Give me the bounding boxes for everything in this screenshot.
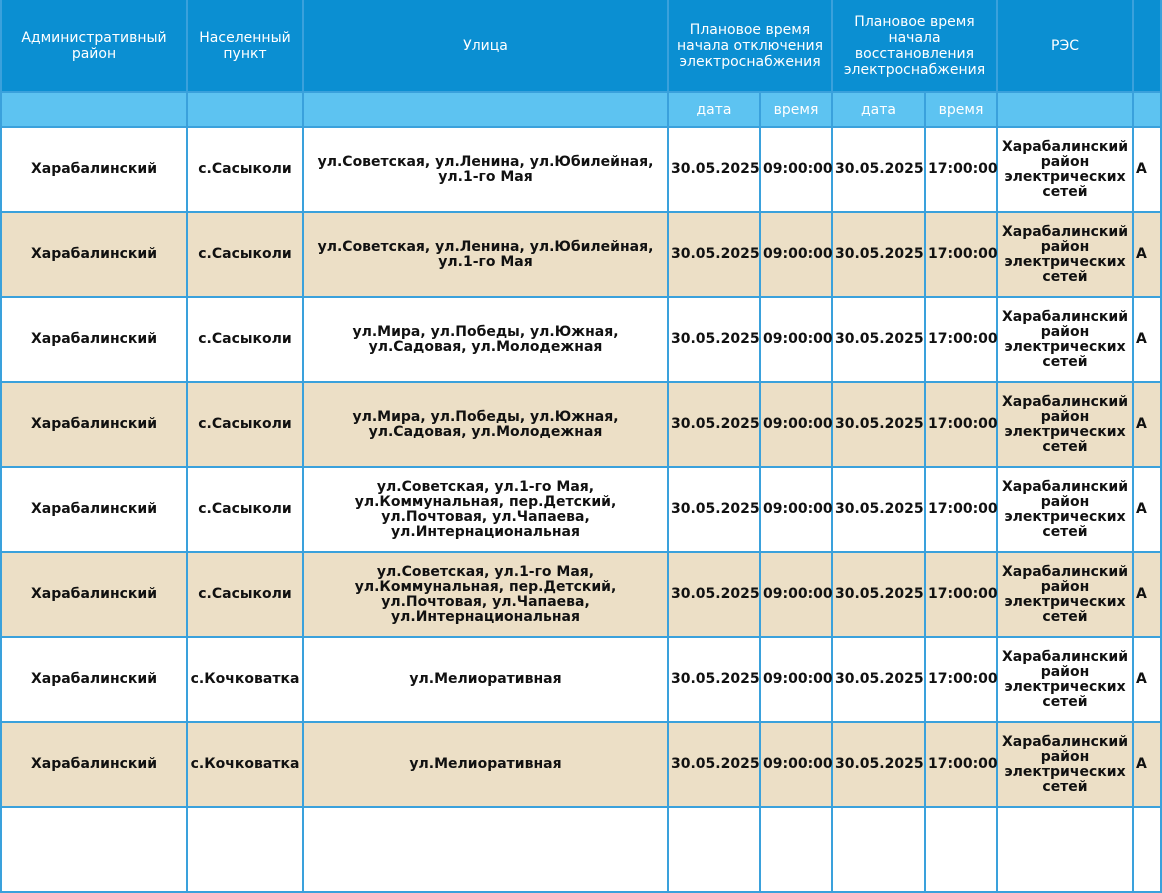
cell-settlement: с.Сасыколи — [187, 127, 303, 212]
cell-district: Харабалинский — [1, 297, 187, 382]
table-row — [1, 382, 1161, 467]
cell-start-time: 09:00:00 — [760, 722, 832, 807]
cell-start-time: 09:00:00 — [760, 127, 832, 212]
cell-start-date: 30.05.2025 — [668, 127, 760, 212]
cell-restore-time: 17:00:00 — [925, 552, 997, 637]
cell-settlement: с.Сасыколи — [187, 552, 303, 637]
cell-restore-time: 17:00:00 — [925, 127, 997, 212]
cell-street: ул.Мира, ул.Победы, ул.Южная, ул.Садовая, ул.Молодежная — [303, 382, 668, 467]
cell-extra: А — [1133, 552, 1161, 637]
cell-restore-time: 17:00:00 — [925, 467, 997, 552]
cell-start-date: 30.05.2025 — [668, 467, 760, 552]
header-start-time: Плановое время начала отключения электроснабжения — [668, 0, 832, 92]
cell-restore-date: 30.05.2025 — [832, 212, 925, 297]
cell-res: Харабалинский район электрических сетей — [997, 467, 1133, 552]
table-row — [1, 722, 1161, 807]
cell-extra: А — [1133, 127, 1161, 212]
cell-start-date: 30.05.2025 — [668, 637, 760, 722]
cell-extra: А — [1133, 212, 1161, 297]
table-row-partial — [1, 807, 1161, 892]
cell-extra: А — [1133, 722, 1161, 807]
cell-partial — [668, 807, 760, 892]
cell-district: Харабалинский — [1, 722, 187, 807]
cell-partial — [925, 807, 997, 892]
cell-start-date: 30.05.2025 — [668, 552, 760, 637]
cell-district: Харабалинский — [1, 467, 187, 552]
cell-settlement: с.Кочковатка — [187, 722, 303, 807]
cell-start-time: 09:00:00 — [760, 382, 832, 467]
header-res: РЭС — [997, 0, 1133, 92]
cell-start-date: 30.05.2025 — [668, 382, 760, 467]
cell-start-time: 09:00:00 — [760, 552, 832, 637]
header-restore-time: Плановое время начала восстановления электроснабжения — [832, 0, 997, 92]
cell-restore-date: 30.05.2025 — [832, 297, 925, 382]
cell-street: ул.Мира, ул.Победы, ул.Южная, ул.Садовая, ул.Молодежная — [303, 297, 668, 382]
header-extra — [1133, 0, 1161, 92]
subheader-empty — [187, 92, 303, 127]
cell-restore-time: 17:00:00 — [925, 297, 997, 382]
header-settlement: Населенный пункт — [187, 0, 303, 92]
cell-partial — [187, 807, 303, 892]
subheader-empty — [303, 92, 668, 127]
table-header-row — [1, 0, 1161, 92]
cell-res: Харабалинский район электрических сетей — [997, 127, 1133, 212]
cell-settlement: с.Сасыколи — [187, 297, 303, 382]
cell-street: ул.Советская, ул.1-го Мая, ул.Коммунальная, пер.Детский, ул.Почтовая, ул.Чапаева, ул.Интернациональная — [303, 467, 668, 552]
cell-restore-time: 17:00:00 — [925, 382, 997, 467]
cell-extra: А — [1133, 637, 1161, 722]
table-row — [1, 127, 1161, 212]
cell-start-time: 09:00:00 — [760, 467, 832, 552]
cell-start-date: 30.05.2025 — [668, 212, 760, 297]
table-row — [1, 637, 1161, 722]
cell-res: Харабалинский район электрических сетей — [997, 552, 1133, 637]
cell-start-date: 30.05.2025 — [668, 722, 760, 807]
subheader-empty — [997, 92, 1133, 127]
cell-res: Харабалинский район электрических сетей — [997, 382, 1133, 467]
cell-start-time: 09:00:00 — [760, 212, 832, 297]
cell-street: ул.Мелиоративная — [303, 722, 668, 807]
cell-extra: А — [1133, 382, 1161, 467]
header-street: Улица — [303, 0, 668, 92]
table-row — [1, 552, 1161, 637]
cell-start-date: 30.05.2025 — [668, 297, 760, 382]
cell-extra: А — [1133, 467, 1161, 552]
cell-partial — [1133, 807, 1161, 892]
cell-district: Харабалинский — [1, 637, 187, 722]
cell-restore-date: 30.05.2025 — [832, 382, 925, 467]
table-row — [1, 212, 1161, 297]
cell-restore-time: 17:00:00 — [925, 212, 997, 297]
cell-res: Харабалинский район электрических сетей — [997, 722, 1133, 807]
cell-res: Харабалинский район электрических сетей — [997, 212, 1133, 297]
subheader-empty — [1, 92, 187, 127]
table-row — [1, 467, 1161, 552]
table-row — [1, 297, 1161, 382]
cell-settlement: с.Сасыколи — [187, 212, 303, 297]
subheader-restore-time: время — [925, 92, 997, 127]
cell-partial — [997, 807, 1133, 892]
cell-district: Харабалинский — [1, 212, 187, 297]
cell-restore-date: 30.05.2025 — [832, 552, 925, 637]
cell-res: Харабалинский район электрических сетей — [997, 297, 1133, 382]
cell-restore-date: 30.05.2025 — [832, 722, 925, 807]
cell-restore-time: 17:00:00 — [925, 722, 997, 807]
cell-restore-time: 17:00:00 — [925, 637, 997, 722]
cell-restore-date: 30.05.2025 — [832, 637, 925, 722]
cell-start-time: 09:00:00 — [760, 637, 832, 722]
cell-extra: А — [1133, 297, 1161, 382]
cell-street: ул.Советская, ул.Ленина, ул.Юбилейная, ул.1-го Мая — [303, 212, 668, 297]
cell-street: ул.Советская, ул.1-го Мая, ул.Коммунальная, пер.Детский, ул.Почтовая, ул.Чапаева, ул.Интернациональная — [303, 552, 668, 637]
cell-street: ул.Советская, ул.Ленина, ул.Юбилейная, ул.1-го Мая — [303, 127, 668, 212]
cell-settlement: с.Сасыколи — [187, 382, 303, 467]
cell-settlement: с.Кочковатка — [187, 637, 303, 722]
cell-res: Харабалинский район электрических сетей — [997, 637, 1133, 722]
cell-district: Харабалинский — [1, 552, 187, 637]
cell-street: ул.Мелиоративная — [303, 637, 668, 722]
cell-district: Харабалинский — [1, 382, 187, 467]
subheader-start-date: дата — [668, 92, 760, 127]
table-subheader-row — [1, 92, 1161, 127]
cell-partial — [303, 807, 668, 892]
cell-partial — [1, 807, 187, 892]
cell-partial — [832, 807, 925, 892]
header-district: Административный район — [1, 0, 187, 92]
cell-partial — [760, 807, 832, 892]
subheader-start-time: время — [760, 92, 832, 127]
cell-settlement: с.Сасыколи — [187, 467, 303, 552]
cell-start-time: 09:00:00 — [760, 297, 832, 382]
cell-restore-date: 30.05.2025 — [832, 127, 925, 212]
cell-restore-date: 30.05.2025 — [832, 467, 925, 552]
subheader-empty — [1133, 92, 1161, 127]
subheader-restore-date: дата — [832, 92, 925, 127]
cell-district: Харабалинский — [1, 127, 187, 212]
